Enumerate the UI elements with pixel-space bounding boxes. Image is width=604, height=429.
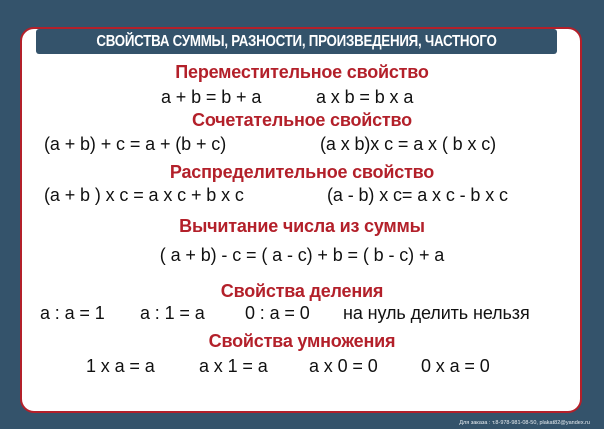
formula-commutative-product: a x b = b x a xyxy=(316,87,414,107)
formula-subtract-from-sum: ( a + b) - c = ( a - c) + b = ( b - c) + a xyxy=(159,245,445,265)
formula-multiplication-zero-right: a x 0 = 0 xyxy=(309,356,378,376)
poster-title: СВОЙСТВА СУММЫ, РАЗНОСТИ, ПРОИЗВЕДЕНИЯ, ЧАСТНОГО xyxy=(96,33,497,50)
formula-commutative-sum: a + b = b + a xyxy=(161,87,262,107)
heading-subtract-from-sum: Вычитание числа из суммы xyxy=(179,216,425,236)
formula-associative-sum: (a + b) + c = a + (b + c) xyxy=(44,134,227,154)
formula-division-rule: на нуль делить нельзя xyxy=(343,303,530,323)
formula-multiplication-zero-left: 0 x a = 0 xyxy=(421,356,490,376)
formula-division-one: a : 1 = a xyxy=(140,303,205,323)
order-contact-footer: Для заказа : т.8-978-981-08-50, plakat82@yandex.ru xyxy=(459,420,590,426)
heading-associative: Сочетательное свойство xyxy=(192,110,412,130)
heading-distributive: Распределительное свойство xyxy=(169,162,435,182)
formula-multiplication-one-right: a x 1 = a xyxy=(199,356,268,376)
formula-distributive-difference: (a - b) x c= a x c - b x c xyxy=(327,185,508,205)
formula-division-self: a : a = 1 xyxy=(40,303,105,323)
formula-distributive-sum: (a + b ) x c = a x c + b x c xyxy=(44,185,244,205)
formula-multiplication-one-left: 1 x a = a xyxy=(86,356,155,376)
heading-commutative: Переместительное свойство xyxy=(175,62,429,82)
formula-division-zero: 0 : a = 0 xyxy=(245,303,310,323)
title-banner xyxy=(36,29,557,54)
heading-division: Свойства деления xyxy=(220,281,384,301)
heading-multiplication: Свойства умножения xyxy=(208,331,396,351)
formula-associative-product: (a x b)x c = a x ( b x c) xyxy=(320,134,497,154)
